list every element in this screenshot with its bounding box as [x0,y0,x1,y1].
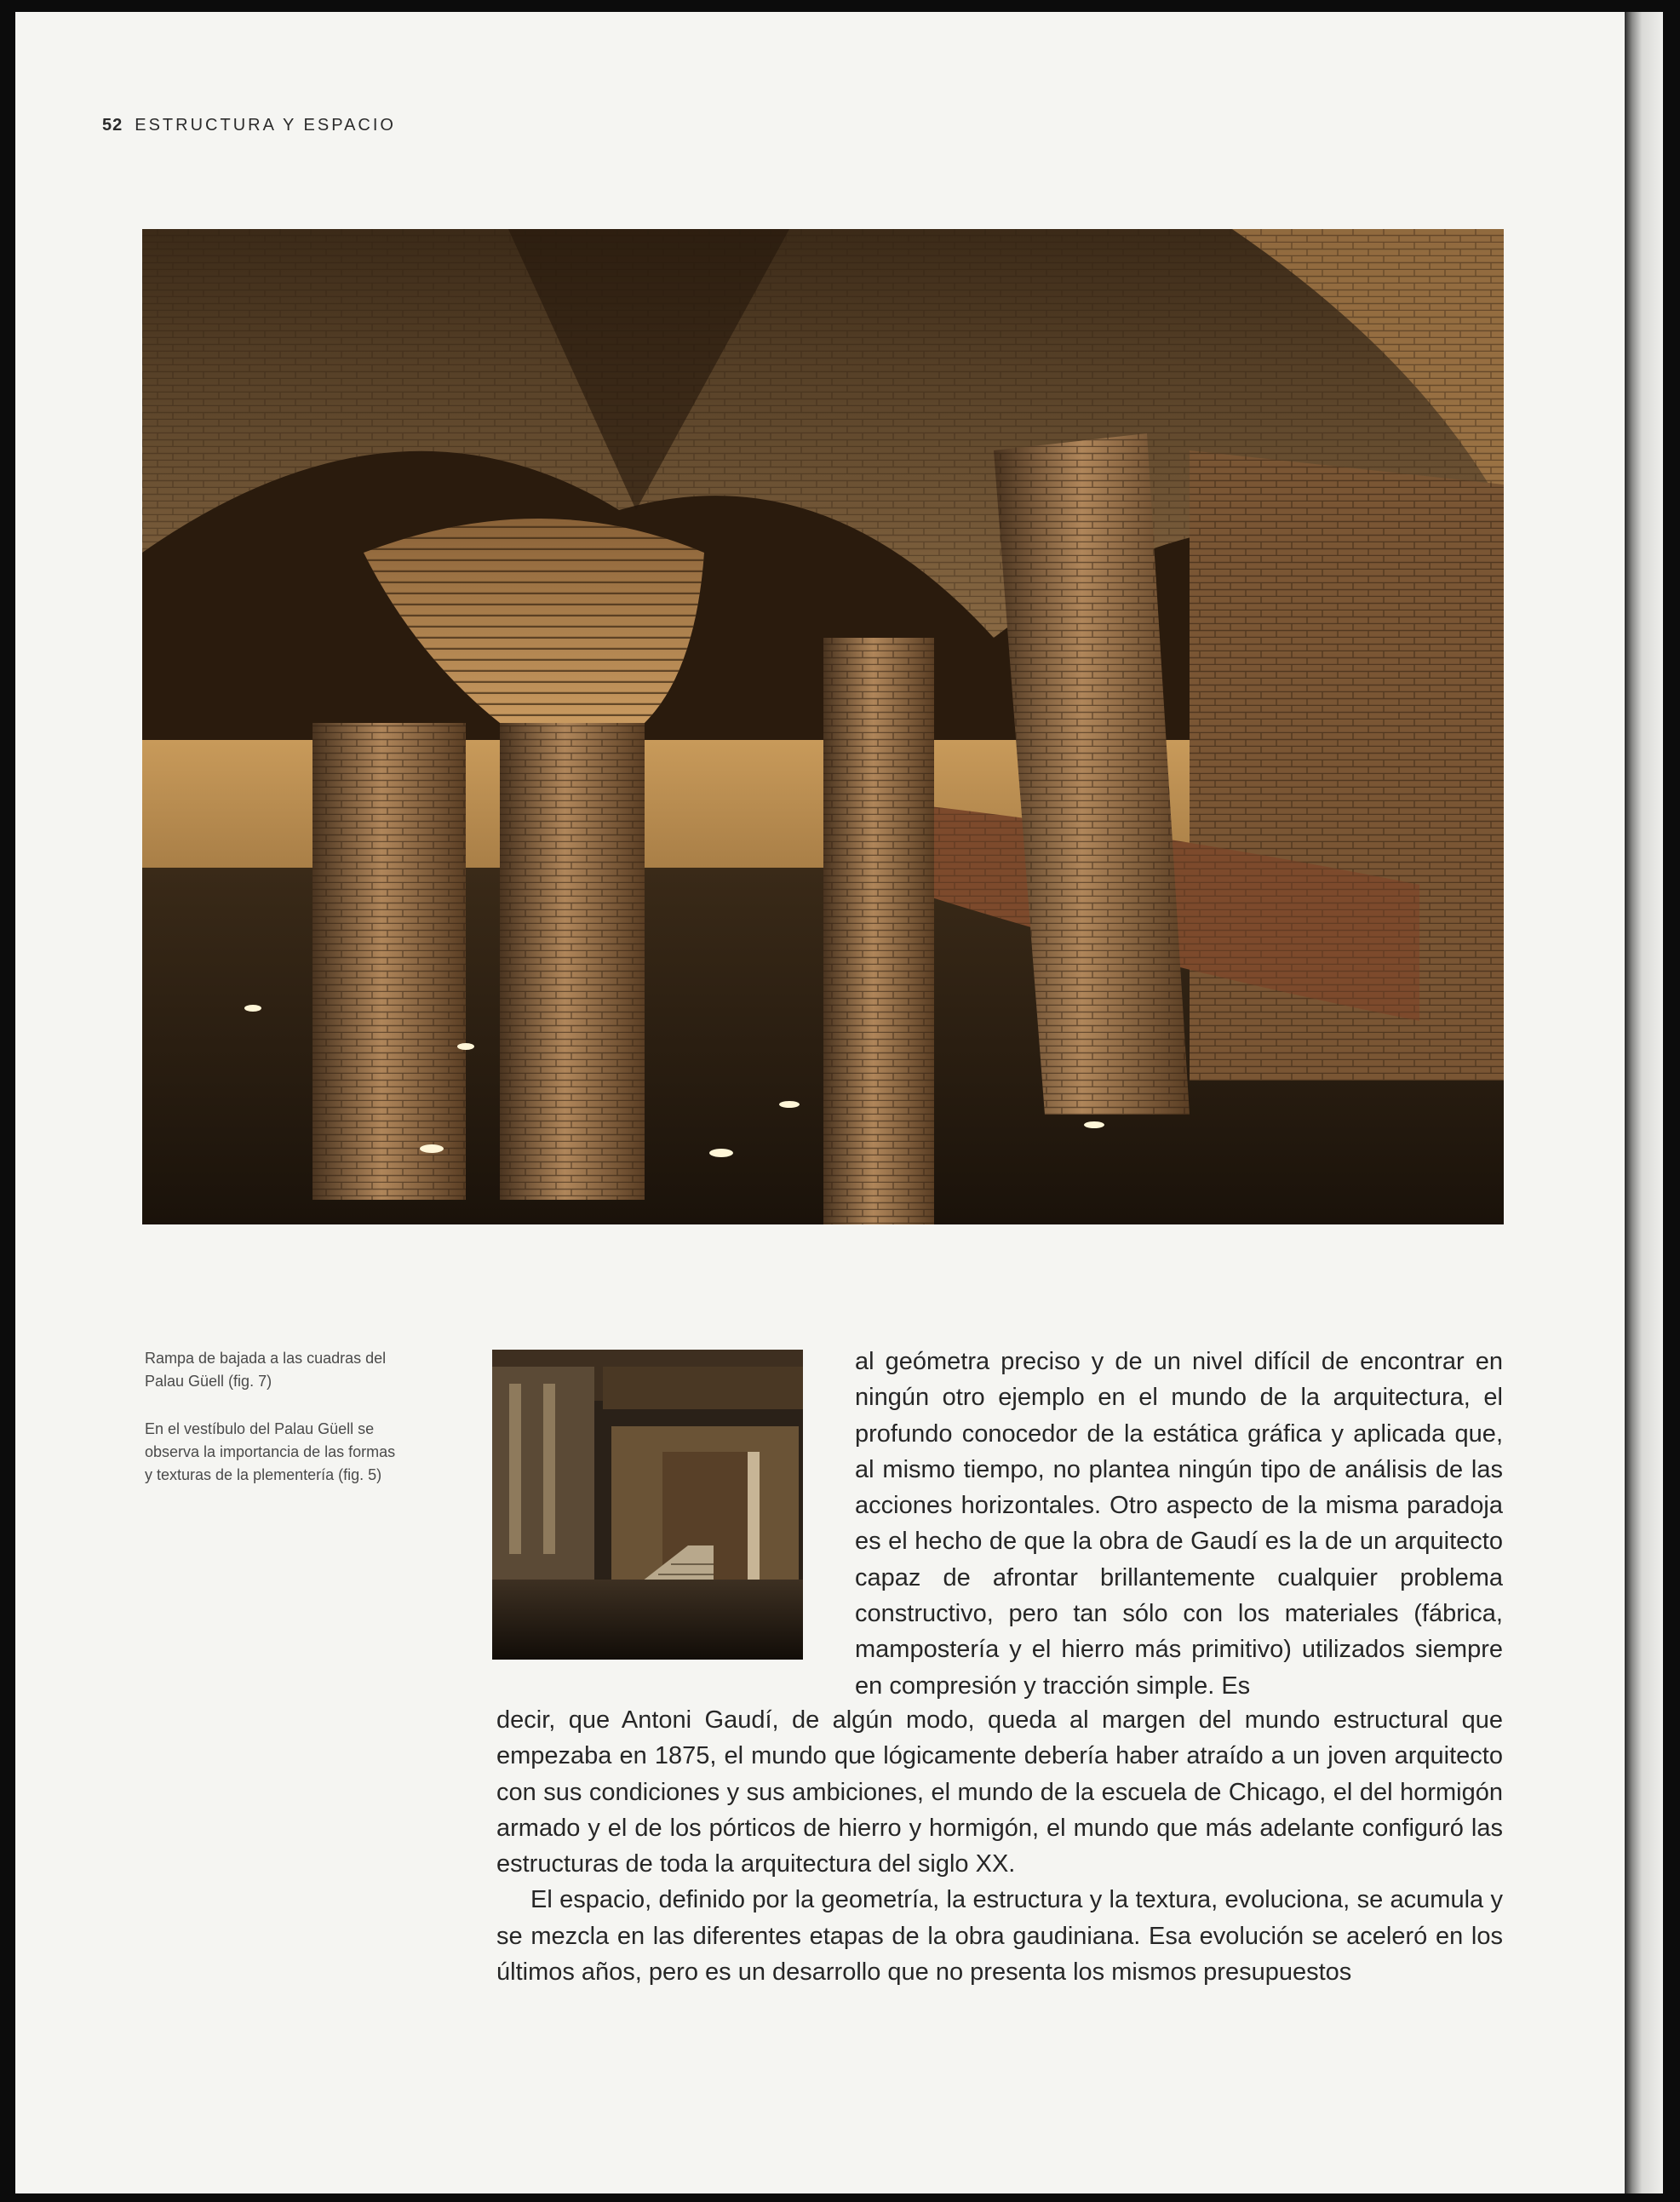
body-full-width [496,1702,1503,1990]
page-number: 52 [102,116,123,135]
vestibule-photograph [492,1350,803,1660]
crypt-photograph [142,229,1504,1224]
section-title: ESTRUCTURA Y ESPACIO [135,116,396,135]
caption-fig7: Rampa de bajada a las cuadras del Palau Güell (fig. 7) [145,1350,387,1390]
body-paragraph-continuation: decir, que Antoni Gaudí, de algún modo, queda al margen del mundo estructural que empezaba en 1875, el mundo que lógicamente debería haber atraído a un joven arquitecto con sus condiciones y sus ambiciones, el mundo de la escuela de Chicago, el del hormigón armado y el de los pórticos de hierro y hormigón, el mundo que más adelante configuró las estructuras de toda la arquitectura del siglo XX. [496,1706,1503,1878]
caption-fig5: En el vestíbulo del Palau Güell se observa la importancia de las formas y texturas de la plementería (fig. 5) [145,1420,396,1483]
body-paragraph-start: al geómetra preciso y de un nivel difícil de encontrar en ningún otro ejemplo en el mundo de la arquitectura, el profundo conocedor de la estática gráfica y aplicada que, al mismo tiempo, no plantea ningún tipo de análisis de las acciones horizontales. Otro aspecto de la misma paradoja es el hecho de que la obra de Gaudí es la de un arquitecto capaz de afrontar brillantemente cualquier problema constructivo, pero tan sólo con los materiales (fábrica, mampostería y el hierro más primitivo) utilizados siempre en compresión y tracción simple. Es [855,1348,1503,1700]
page-edge [1625,12,1663,2193]
running-header [102,116,396,135]
body-column [855,1344,1503,1704]
body-paragraph-2: El espacio, definido por la geometría, la estructura y la textura, evoluciona, se acumula y se mezcla en las diferentes etapas de la obra gaudiniana. Esa evolución se aceleró en los últimos años, pero es un desarrollo que no presenta los mismos presupuestos [496,1886,1503,1987]
